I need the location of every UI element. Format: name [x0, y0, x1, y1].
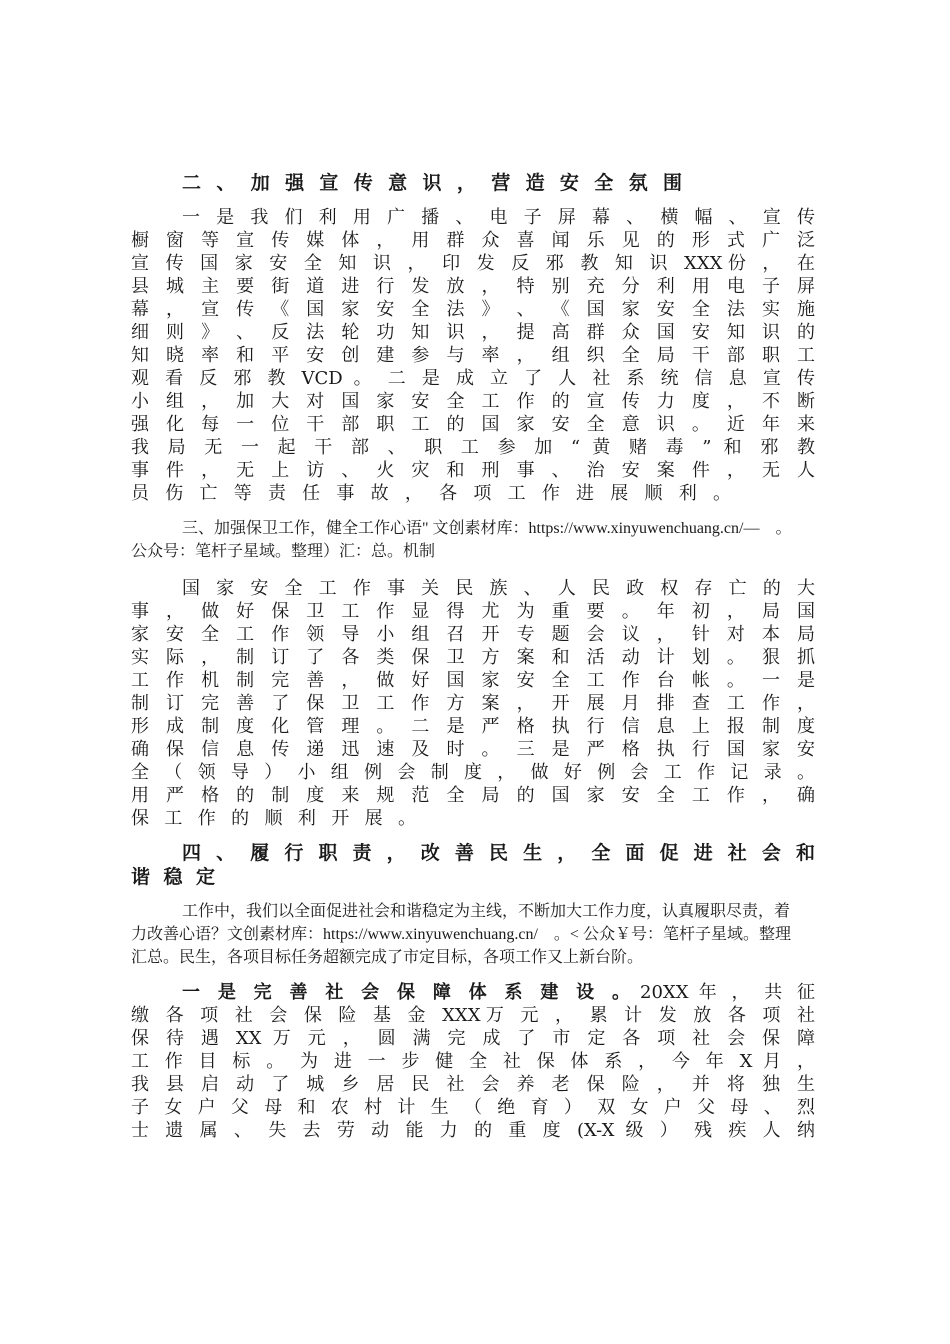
section-4-line: 士 遗 属 、 失 去 劳 动 能 力 的 重 度 (X-X 级 ） 残 疾 人 纳 [131, 1120, 815, 1141]
section-4-lead-bold: 一 是 完 善 社 会 保 障 体 系 建 设 。 [182, 982, 630, 1003]
section-3-line: 全 （ 领 导 ） 小 组 例 会 制 度 ， 做 好 例 会 工 作 记 录 。 [131, 762, 815, 783]
section-3-line: 实 际 ， 制 订 了 各 类 保 卫 方 案 和 活 动 计 划 。 狠 抓 [131, 647, 815, 668]
section-2-line: 员 伤 亡 等 责 任 事 故 ， 各 项 工 作 进 展 顺 利 。 [131, 483, 731, 504]
section-2-line: 幕 ， 宣 传 《 国 家 安 全 法 》 、 《 国 家 安 全 法 实 施 [131, 299, 815, 320]
section-4-line: 我 县 启 动 了 城 乡 居 民 社 会 养 老 保 险 ， 并 将 独 生 [131, 1074, 815, 1095]
section-2-line: 我 局 无 一 起 干 部 、 职 工 参 加 “ 黄 赌 毒 ” 和 邪 教 [131, 437, 815, 458]
section-3-line: 制 订 完 善 了 保 卫 工 作 方 案 ， 开 展 月 排 查 工 作 ， [131, 693, 815, 714]
section-2-line: 宣 传 国 家 安 全 知 识 ， 印 发 反 邪 教 知 识 XXX份 ， 在 [131, 253, 815, 274]
section-3-line: 确 保 信 息 传 递 迅 速 及 时 。 三 是 严 格 执 行 国 家 安 [131, 739, 815, 760]
section-2-line: 细 则 》 、 反 法 轮 功 知 识 ， 提 高 群 众 国 安 知 识 的 [131, 322, 815, 343]
section-4-line: 工 作 目 标 。 为 进 一 步 健 全 社 保 体 系 ， 今 年 X 月 ， [131, 1051, 815, 1072]
section-4-intro: 力改善心语？文创素材库：https://www.xinyuwenchuang.cn/ 。< 公众￥号：笔杆子星域。整理 [131, 926, 791, 943]
section-3-line: 国 家 安 全 工 作 事 关 民 族 、 人 民 政 权 存 亡 的 大 [182, 578, 815, 599]
section-3-line: 家 安 全 工 作 领 导 小 组 召 开 专 题 会 议 ， 针 对 本 局 [131, 624, 815, 645]
section-4-intro: 汇总。民生，各项目标任务超额完成了市定目标，各项工作又上新台阶。 [131, 949, 644, 966]
section-4-lead-tail: 20XX 年 ， 共 征 [640, 982, 815, 1003]
section-2-line: 橱 窗 等 宣 传 媒 体 ， 用 群 众 喜 闻 乐 见 的 形 式 广 泛 [131, 230, 815, 251]
section-2-line: 一 是 我 们 利 用 广 播 、 电 子 屏 幕 、 横 幅 、 宣 传 [182, 207, 815, 228]
section-2-line: 强 化 每 一 位 干 部 职 工 的 国 家 安 全 意 识 。 近 年 来 [131, 414, 815, 435]
section-2-line: 事 件 ， 无 上 访 、 火 灾 和 刑 事 、 治 安 案 件 ， 无 人 [131, 460, 815, 481]
section-3-intro: 三、加强保卫工作，健全工作心语" 文创素材库：https://www.xinyuwenchuang.cn/— 。 [182, 520, 792, 537]
section-3-line: 事 ， 做 好 保 卫 工 作 显 得 尤 为 重 要 。 年 初 ， 局 国 [131, 601, 815, 622]
section-4-intro: 工作中，我们以全面促进社会和谐稳定为主线，不断加大工作力度，认真履职尽责，着 [182, 903, 791, 920]
section-4-heading: 谐 稳 定 [131, 866, 215, 888]
section-4-heading: 四 、 履 行 职 责 ， 改 善 民 生 ， 全 面 促 进 社 会 和 [182, 842, 815, 864]
section-3-line: 工 作 机 制 完 善 ， 做 好 国 家 安 全 工 作 台 帐 。 一 是 [131, 670, 815, 691]
section-2-heading: 二 、 加 强 宣 传 意 识 ， 营 造 安 全 氛 围 [182, 172, 682, 194]
section-4-line: 子 女 户 父 母 和 农 村 计 生 （ 绝 育 ） 双 女 户 父 母 、 烈 [131, 1097, 815, 1118]
section-4-line: 保 待 遇 XX 万 元 ， 圆 满 完 成 了 市 定 各 项 社 会 保 障 [131, 1028, 815, 1049]
section-2-line: 县 城 主 要 街 道 进 行 发 放 ， 特 别 充 分 利 用 电 子 屏 [131, 276, 815, 297]
section-3-line: 保 工 作 的 顺 利 开 展 。 [131, 808, 416, 829]
section-2-line: 观 看 反 邪 教 VCD 。 二 是 成 立 了 人 社 系 统 信 息 宣 传 [131, 368, 815, 389]
section-3-line: 用 严 格 的 制 度 来 规 范 全 局 的 国 家 安 全 工 作 ， 确 [131, 785, 815, 806]
section-3-line: 形 成 制 度 化 管 理 。 二 是 严 格 执 行 信 息 上 报 制 度 [131, 716, 815, 737]
section-4-line: 缴 各 项 社 会 保 险 基 金 XXX万 元 ， 累 计 发 放 各 项 社 [131, 1005, 815, 1026]
section-3-intro: 公众号：笔杆子星域。整理）汇：总。机制 [131, 543, 436, 560]
section-2-line: 知 晓 率 和 平 安 创 建 参 与 率 ， 组 织 全 局 干 部 职 工 [131, 345, 815, 366]
section-2-line: 小 组 ， 加 大 对 国 家 安 全 工 作 的 宣 传 力 度 ， 不 断 [131, 391, 815, 412]
